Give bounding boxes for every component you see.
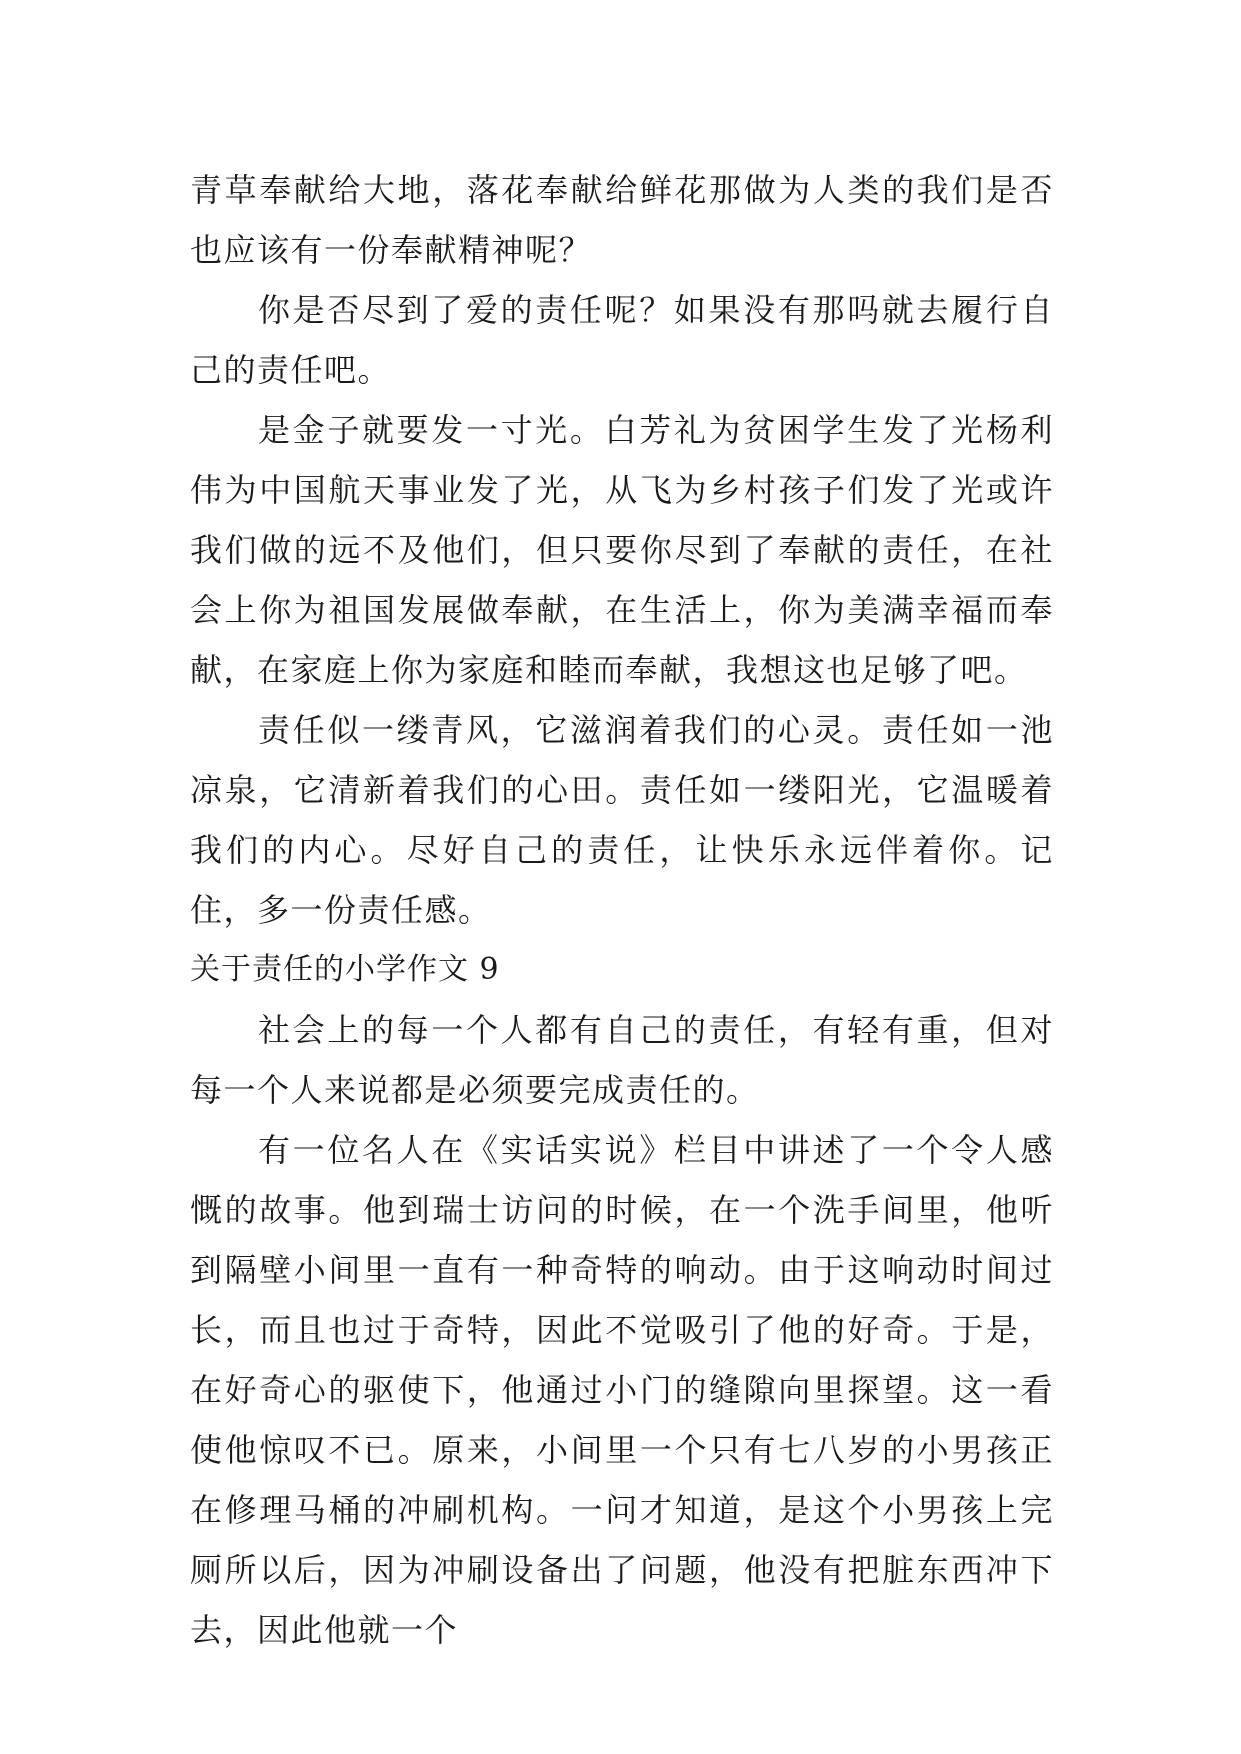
paragraph-4: 责任似一缕青风，它滋润着我们的心灵。责任如一池凉泉，它清新着我们的心田。责任如一缕阳光，它温暖着我们的内心。尽好自己的责任，让快乐永远伴着你。记住，多一份责任感。 [190,711,1054,929]
section-heading: 关于责任的小学作文 9 [190,952,500,987]
paragraph-1: 青草奉献给大地，落花奉献给鲜花那做为人类的我们是否也应该有一份奉献精神呢？ [190,171,1054,269]
paragraph-5: 社会上的每一个人都有自己的责任，有轻有重，但对每一个人来说都是必须要完成责任的。 [190,1011,1054,1109]
paragraph-6: 有一位名人在《实话实说》栏目中讲述了一个令人感慨的故事。他到瑞士访问的时候，在一个洗手间里，他听到隔壁小间里一直有一种奇特的响动。由于这响动时间过长，而且也过于奇特，因此不觉吸引了他的好奇。于是，在好奇心的驱使下，他通过小门的缝隙向里探望。这一看使他惊叹不已。原来，小间里一个只有七八岁的小男孩正在修理马桶的冲刷机构。一问才知道，是这个小男孩上完厕所以后，因为冲刷设备出了问题，他没有把脏东西冲下去，因此他就一个 [190,1131,1054,1649]
document-body [190,160,1054,1660]
paragraph-3: 是金子就要发一寸光。白芳礼为贫困学生发了光杨利伟为中国航天事业发了光，从飞为乡村孩子们发了光或许我们做的远不及他们，但只要你尽到了奉献的责任，在社会上你为祖国发展做奉献，在生活上，你为美满幸福而奉献，在家庭上你为家庭和睦而奉献，我想这也足够了吧。 [190,411,1054,689]
paragraph-2: 你是否尽到了爱的责任呢？如果没有那吗就去履行自己的责任吧。 [190,291,1054,389]
